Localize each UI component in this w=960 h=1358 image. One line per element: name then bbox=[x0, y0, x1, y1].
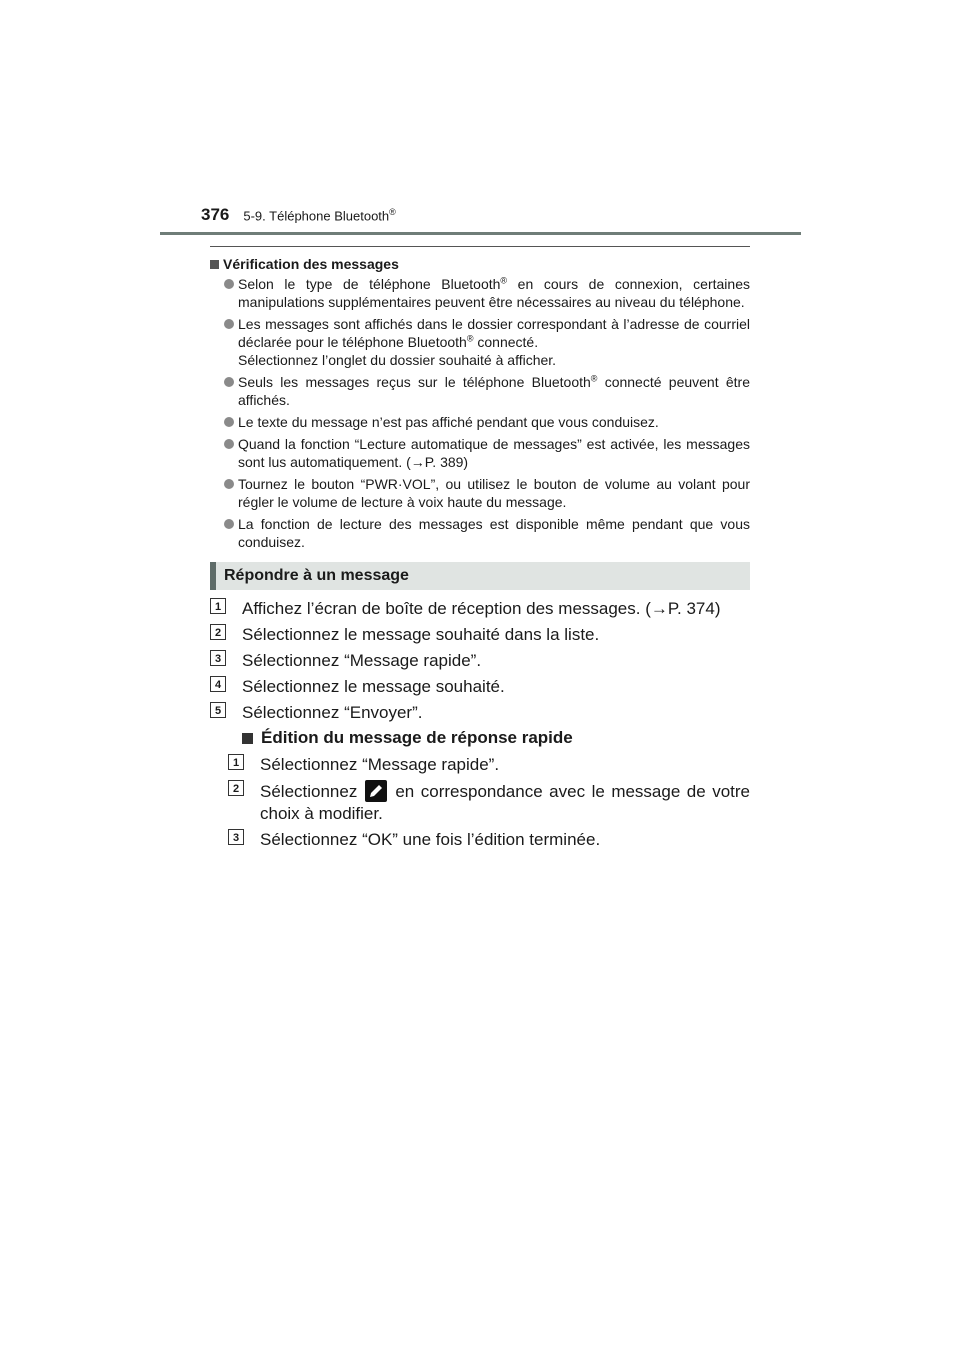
registered-mark: ® bbox=[590, 373, 598, 384]
verification-heading bbox=[210, 256, 750, 272]
step-number: 5 bbox=[210, 702, 226, 718]
bullet-dot-icon bbox=[224, 519, 234, 529]
step-text: Sélectionnez “Envoyer”. bbox=[242, 703, 423, 722]
step-text: Affichez l’écran de boîte de réception des messages. (→P. 374) bbox=[242, 599, 721, 618]
registered-mark: ® bbox=[500, 275, 508, 286]
list-item-text: Le texte du message n’est pas affiché pendant que vous conduisez. bbox=[238, 414, 659, 430]
list-item bbox=[210, 413, 750, 431]
step-number: 2 bbox=[210, 624, 226, 640]
list-item bbox=[210, 275, 750, 311]
verification-list bbox=[210, 275, 750, 551]
bullet-dot-icon bbox=[224, 479, 234, 489]
registered-mark: ® bbox=[466, 333, 474, 344]
square-bullet-icon bbox=[210, 260, 219, 269]
list-item-text: La fonction de lecture des messages est disponible même pendant que vous conduisez. bbox=[238, 516, 750, 550]
step-text: Sélectionnez “OK” une fois l’édition terminée. bbox=[260, 830, 601, 849]
list-item-text: connecté peuvent être affichés. bbox=[238, 374, 750, 408]
step-number: 2 bbox=[228, 780, 244, 796]
step-item bbox=[210, 780, 750, 825]
list-item bbox=[210, 373, 750, 409]
step-number: 3 bbox=[228, 829, 244, 845]
step-item bbox=[210, 754, 750, 776]
step-number: 3 bbox=[210, 650, 226, 666]
edit-steps bbox=[210, 754, 750, 851]
step-text: Sélectionnez “Message rapide”. bbox=[260, 755, 500, 774]
list-item bbox=[210, 515, 750, 551]
list-item-text: Selon le type de téléphone Bluetooth bbox=[238, 276, 501, 292]
list-item bbox=[210, 315, 750, 369]
step-item bbox=[210, 829, 750, 851]
reply-steps bbox=[210, 598, 750, 724]
list-item-text: Tournez le bouton “PWR·VOL”, ou utilisez le bouton de volume au volant pour régler le volume de lecture à voix haute du message. bbox=[238, 476, 750, 510]
step-number: 4 bbox=[210, 676, 226, 692]
page-number: 376 bbox=[201, 205, 230, 224]
list-item-text: Quand la fonction “Lecture automatique de messages” est activée, les messages sont lus automatiquement. (→P. 389) bbox=[238, 436, 750, 470]
list-item bbox=[210, 475, 750, 511]
step-item bbox=[210, 702, 750, 724]
section-title-text: 5-9. Téléphone Bluetooth bbox=[243, 208, 390, 223]
step-item bbox=[210, 598, 750, 620]
content bbox=[210, 256, 750, 855]
list-item-text: en cours de connexion, certaines manipulations supplémentaires peuvent être nécessaires au niveau du téléphone. bbox=[238, 276, 750, 310]
bullet-dot-icon bbox=[224, 439, 234, 449]
edit-section bbox=[210, 728, 750, 851]
bullet-dot-icon bbox=[224, 417, 234, 427]
page-header bbox=[201, 205, 396, 225]
step-text: Sélectionnez le message souhaité dans la liste. bbox=[242, 625, 600, 644]
section-title bbox=[243, 207, 395, 223]
reply-section-band: Répondre à un message bbox=[210, 562, 750, 590]
step-number: 1 bbox=[228, 754, 244, 770]
step-item bbox=[210, 624, 750, 646]
step-number: 1 bbox=[210, 598, 226, 614]
list-item bbox=[210, 435, 750, 471]
step-text: Sélectionnez “Message rapide”. bbox=[242, 651, 482, 670]
step-text: Sélectionnez bbox=[260, 782, 358, 801]
step-text: Sélectionnez le message souhaité. bbox=[242, 677, 505, 696]
list-item-text: Seuls les messages reçus sur le téléphone Bluetooth bbox=[238, 374, 591, 390]
bullet-dot-icon bbox=[224, 377, 234, 387]
square-bullet-icon bbox=[242, 733, 253, 744]
header-rule bbox=[160, 232, 801, 235]
top-rule bbox=[210, 246, 750, 247]
list-item-text: Les messages sont affichés dans le dossier correspondant à l’adresse de courriel déclarée pour le téléphone Bluetooth bbox=[238, 316, 750, 350]
bullet-dot-icon bbox=[224, 279, 234, 289]
edit-heading bbox=[210, 728, 750, 748]
step-item bbox=[210, 676, 750, 698]
registered-mark: ® bbox=[389, 206, 396, 217]
edit-heading-text: Édition du message de réponse rapide bbox=[261, 728, 573, 747]
verification-heading-text: Vérification des messages bbox=[223, 256, 399, 272]
list-item-text: connecté. bbox=[473, 334, 539, 350]
step-item bbox=[210, 650, 750, 672]
bullet-dot-icon bbox=[224, 319, 234, 329]
step-text: en correspondance avec le message de votre choix à modifier. bbox=[260, 782, 750, 823]
pencil-icon bbox=[365, 780, 387, 802]
list-item-text: Sélectionnez l’onglet du dossier souhaité à afficher. bbox=[238, 352, 557, 368]
